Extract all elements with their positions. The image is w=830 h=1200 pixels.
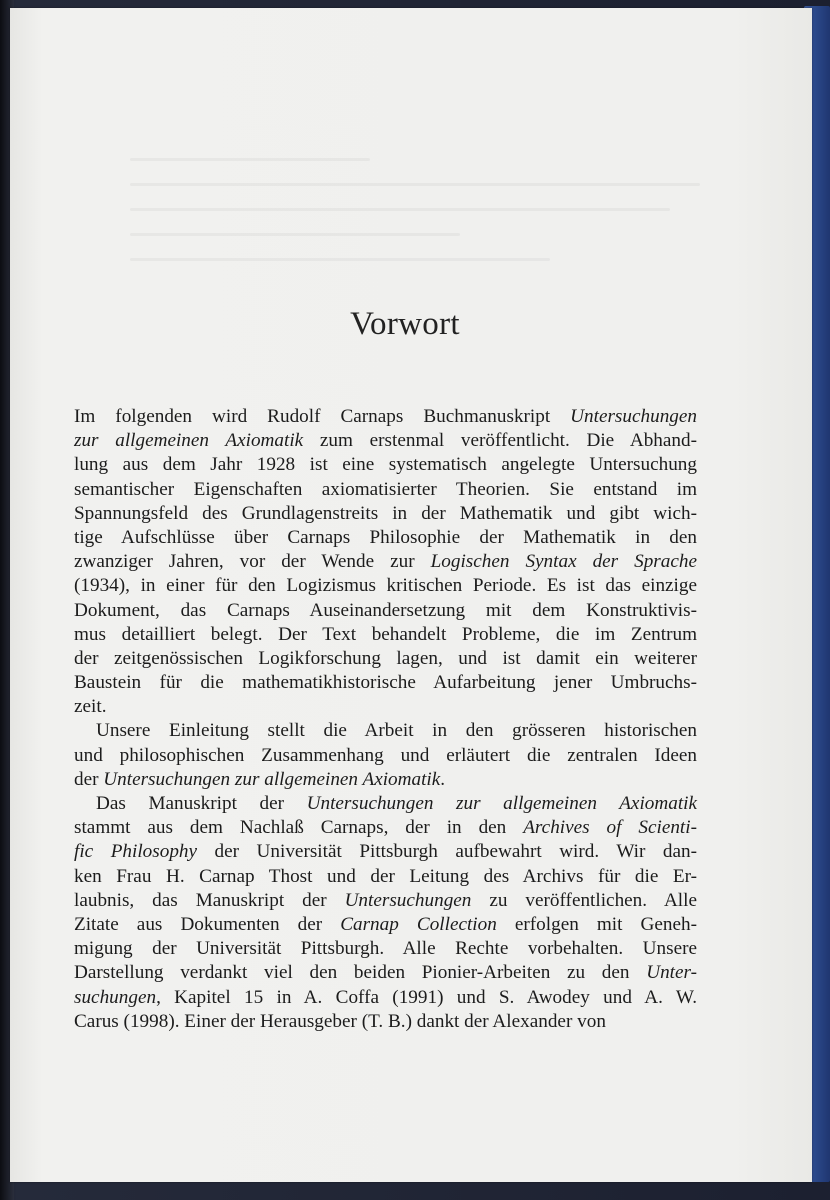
- text-line: [74, 429, 697, 453]
- text-line: [74, 647, 697, 671]
- text-line: [74, 986, 697, 1010]
- italic-title: Untersuchungen zur allgemeinen Axiomatik: [103, 768, 441, 790]
- italic-title: Archives of Scienti-: [523, 817, 697, 839]
- text-run: migung der Universität Pittsburgh. Alle Rechte vorbehalten. Unsere: [74, 938, 697, 960]
- text-line: [74, 478, 697, 502]
- text-run: zwanziger Jahren, vor der Wende zur: [74, 551, 431, 573]
- text-line: [74, 1010, 697, 1034]
- text-run: ken Frau H. Carnap Thost und der Leitung des Archivs für die Er-: [74, 865, 697, 887]
- text-run: zu veröffentlichen. Alle: [471, 889, 697, 911]
- text-line: [74, 840, 697, 864]
- text-run: tige Aufschlüsse über Carnaps Philosophie der Mathematik in den: [74, 526, 697, 548]
- text-line: [74, 695, 697, 719]
- text-line: [74, 816, 697, 840]
- text-line: [74, 744, 697, 768]
- text-line: [74, 574, 697, 598]
- text-run: Baustein für die mathematikhistorische Aufarbeitung jener Umbruchs-: [74, 672, 697, 694]
- text-run: der zeitgenössischen Logikforschung lagen, und ist damit ein weiterer: [74, 647, 697, 669]
- text-run: und philosophischen Zusammenhang und erläutert die zentralen Ideen: [74, 744, 697, 766]
- text-line: [74, 502, 697, 526]
- italic-title: Untersuchungen: [570, 406, 697, 427]
- paragraph: [74, 792, 697, 1034]
- text-line: [74, 526, 697, 550]
- text-run: Unsere Einleitung stellt die Arbeit in den grösseren historischen: [96, 720, 697, 742]
- italic-title: Untersuchungen zur allgemeinen Axiomatik: [306, 793, 698, 814]
- text-line: [74, 768, 697, 792]
- italic-title: Logischen Syntax der Sprache: [430, 551, 697, 573]
- text-run: der: [74, 768, 104, 790]
- text-run: Zitate aus Dokumenten der: [74, 913, 341, 935]
- text-line: [74, 550, 697, 574]
- text-run: .: [440, 768, 446, 790]
- text-run: Im folgenden wird Rudolf Carnaps Buchmanuskript: [74, 406, 571, 427]
- text-run: lung aus dem Jahr 1928 ist eine systematisch angelegte Untersuchung: [74, 454, 697, 476]
- text-line: [74, 405, 697, 429]
- text-line: [74, 792, 697, 816]
- text-run: laubnis, das Manuskript der: [74, 889, 345, 911]
- text-run: Spannungsfeld des Grundlagenstreits in der Mathematik und gibt wich-: [74, 502, 697, 524]
- text-line: [74, 889, 697, 913]
- text-run: (1934), in einer für den Logizismus kritischen Periode. Es ist das einzige: [74, 575, 697, 597]
- text-line: [74, 913, 697, 937]
- text-run: Carus (1998). Einer der Herausgeber (T. B.) dankt der Alexander von: [74, 1010, 606, 1032]
- text-run: stammt aus dem Nachlaß Carnaps, der in den: [74, 817, 524, 839]
- text-line: [74, 599, 697, 623]
- italic-title: Unter-: [646, 962, 697, 984]
- italic-title: suchungen: [74, 986, 157, 1008]
- text-run: zeit.: [74, 696, 107, 718]
- text-run: semantischer Eigenschaften axiomatisierter Theorien. Sie entstand im: [74, 478, 697, 500]
- paragraph: [74, 405, 697, 719]
- paragraph: [74, 719, 697, 792]
- bleed-through-text: [130, 158, 730, 328]
- italic-title: Untersuchungen: [344, 889, 472, 911]
- text-line: [74, 865, 697, 889]
- text-run: der Universität Pittsburgh aufbewahrt wird. Wir dan-: [197, 841, 697, 863]
- text-line: [74, 623, 697, 647]
- body-text: [74, 405, 697, 1034]
- italic-title: zur allgemeinen Axiomatik: [74, 430, 304, 452]
- text-run: zum erstenmal veröffentlicht. Die Abhand-: [303, 430, 697, 452]
- text-run: Dokument, das Carnaps Auseinandersetzung mit dem Konstruktivis-: [74, 599, 697, 621]
- text-run: Darstellung verdankt viel den beiden Pionier-Arbeiten zu den: [74, 962, 647, 984]
- page-title: Vorwort: [350, 306, 460, 342]
- text-run: , Kapitel 15 in A. Coffa (1991) und S. Awodey und A. W.: [156, 986, 697, 1008]
- text-line: [74, 937, 697, 961]
- italic-title: fic Philosophy: [74, 841, 198, 863]
- italic-title: Carnap Collection: [340, 913, 497, 935]
- text-line: [74, 453, 697, 477]
- text-run: mus detailliert belegt. Der Text behandelt Probleme, die im Zentrum: [74, 623, 697, 645]
- text-line: [74, 961, 697, 985]
- text-line: [74, 671, 697, 695]
- text-run: Das Manuskript der: [96, 793, 307, 814]
- text-line: [74, 719, 697, 743]
- text-run: erfolgen mit Geneh-: [496, 913, 697, 935]
